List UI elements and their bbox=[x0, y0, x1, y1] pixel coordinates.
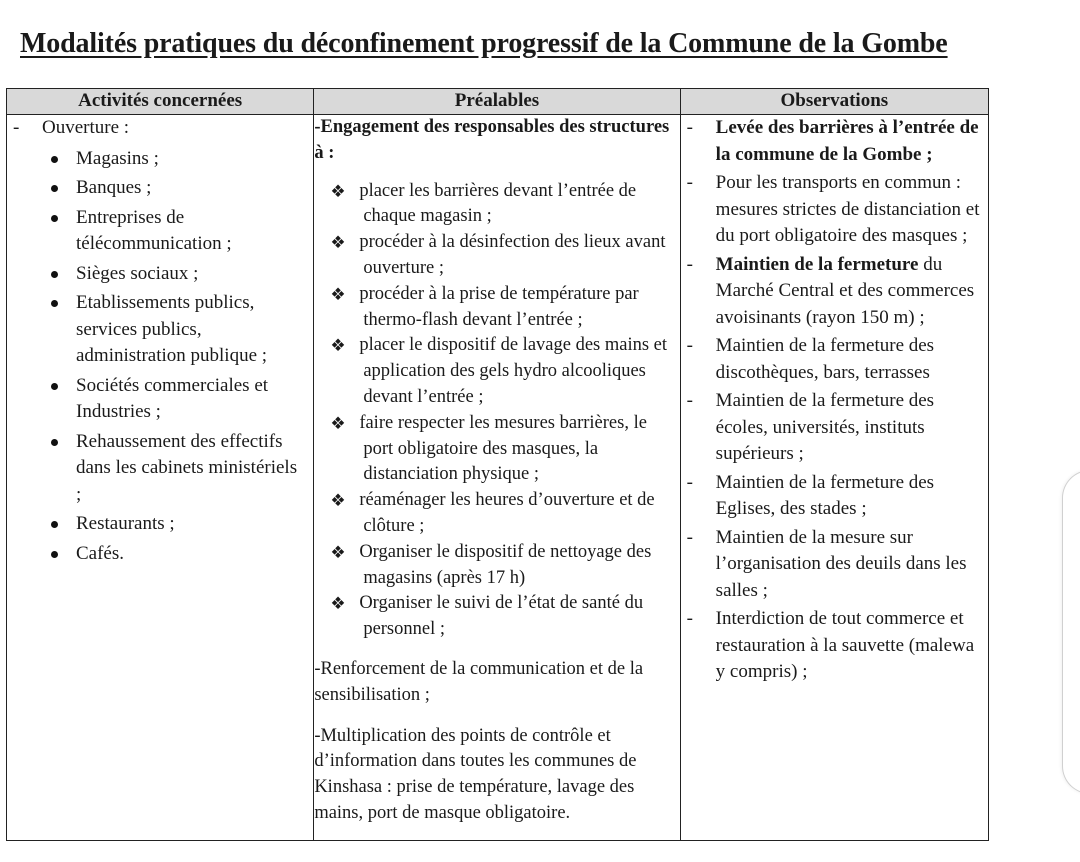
diamond-bullet-icon: ❖ bbox=[330, 413, 346, 433]
diamond-bullet-icon: ❖ bbox=[330, 233, 346, 253]
header-observations: Observations bbox=[680, 89, 988, 115]
dash-marker: - bbox=[686, 526, 693, 548]
activity-label: Magasins ; bbox=[76, 147, 159, 169]
list-item bbox=[314, 333, 679, 410]
bullet-icon bbox=[51, 271, 58, 278]
diamond-bullet-icon: ❖ bbox=[330, 284, 346, 304]
activites-cell bbox=[7, 115, 314, 841]
list-item bbox=[681, 252, 988, 332]
bullet-icon bbox=[51, 300, 58, 307]
list-item bbox=[681, 525, 988, 605]
dash-marker: - bbox=[686, 253, 693, 275]
observation-text: du Marché Central et des commerces avoisinants (rayon 150 m) ; bbox=[715, 253, 975, 328]
activity-label: Sociétés commerciales et Industries ; bbox=[76, 374, 269, 422]
prealable-text: placer les barrières devant l’entrée de chaque magasin ; bbox=[359, 180, 637, 227]
diamond-bullet-icon: ❖ bbox=[330, 594, 346, 614]
list-item bbox=[7, 261, 313, 288]
list-item bbox=[7, 175, 313, 202]
list-item bbox=[314, 591, 679, 643]
observations-list bbox=[681, 115, 988, 686]
dash-marker: - bbox=[13, 117, 20, 138]
observation-text: Maintien de la fermeture des Eglises, des stades ; bbox=[715, 471, 935, 519]
activity-label: Sièges sociaux ; bbox=[76, 262, 199, 284]
observation-text: Maintien de la fermeture des écoles, universités, instituts supérieurs ; bbox=[715, 390, 935, 464]
activites-intro bbox=[7, 115, 313, 142]
header-prealables: Préalables bbox=[314, 89, 680, 115]
table-header-row bbox=[7, 89, 989, 115]
prealable-text: procéder à la prise de température par thermo-flash devant l’entrée ; bbox=[359, 283, 639, 330]
list-item bbox=[7, 290, 313, 370]
activites-intro-text: Ouverture : bbox=[42, 117, 130, 138]
list-item bbox=[7, 511, 313, 538]
list-item bbox=[7, 205, 313, 258]
dash-marker: - bbox=[686, 608, 693, 629]
observations-cell bbox=[680, 115, 988, 841]
observation-text: Interdiction de tout commerce et restauration à la sauvette (malewa y compris) ; bbox=[715, 608, 975, 682]
list-item bbox=[314, 282, 679, 334]
list-item bbox=[314, 488, 679, 540]
prealable-text: procéder à la désinfection des lieux avant ouverture ; bbox=[359, 232, 666, 278]
list-item bbox=[314, 230, 679, 282]
dash-marker: - bbox=[686, 471, 693, 493]
side-panel-edge bbox=[1062, 470, 1080, 794]
communication-paragraph: -Renforcement de la communication et de la sensibilisation ; bbox=[314, 658, 644, 705]
list-item bbox=[7, 373, 313, 426]
dash-marker: - bbox=[686, 117, 693, 138]
list-item bbox=[681, 115, 988, 168]
observation-text: Pour les transports en commun : mesures strictes de distanciation et du port obligatoire des masques ; bbox=[715, 172, 980, 246]
activity-label: Cafés. bbox=[76, 542, 125, 564]
diamond-bullet-icon: ❖ bbox=[330, 491, 346, 511]
list-item bbox=[7, 429, 313, 509]
bullet-icon bbox=[51, 156, 58, 163]
bullet-icon bbox=[51, 185, 58, 192]
prealables-list bbox=[314, 179, 679, 643]
activity-label: Etablissements publics, services publics, administration publique ; bbox=[76, 292, 268, 366]
list-item bbox=[681, 470, 988, 523]
list-item bbox=[314, 540, 679, 592]
observation-bold-text: Maintien de la fermeture bbox=[715, 253, 919, 275]
prealable-text: Organiser le suivi de l’état de santé du personnel ; bbox=[359, 593, 644, 640]
dash-marker: - bbox=[686, 390, 693, 411]
list-item bbox=[314, 179, 679, 231]
bullet-icon bbox=[51, 383, 58, 390]
prealable-text: réaménager les heures d’ouverture et de clôture ; bbox=[359, 490, 655, 536]
bullet-icon bbox=[51, 551, 58, 558]
activity-label: Rehaussement des effectifs dans les cabinets ministériels ; bbox=[76, 430, 298, 505]
bullet-icon bbox=[51, 439, 58, 446]
dash-marker: - bbox=[686, 172, 693, 193]
list-item bbox=[7, 541, 313, 568]
prealables-heading: -Engagement des responsables des structures à : bbox=[314, 117, 670, 163]
list-item bbox=[681, 388, 988, 468]
controle-paragraph: -Multiplication des points de contrôle et d’information dans toutes les communes de Kinshasa : prise de température, lavage des mains, port de masque obligatoire. bbox=[314, 725, 637, 823]
observation-text: Levée des barrières à l’entrée de la commune de la Gombe ; bbox=[715, 117, 979, 165]
bullet-icon bbox=[51, 521, 58, 528]
prealable-text: Organiser le dispositif de nettoyage des magasins (après 17 h) bbox=[359, 541, 652, 588]
activites-list bbox=[7, 146, 313, 568]
table-body-row bbox=[7, 115, 989, 841]
prealable-text: faire respecter les mesures barrières, le port obligatoire des masques, la distanciation physique ; bbox=[359, 412, 647, 485]
observation-text: Maintien de la mesure sur l’organisation des deuils dans les salles ; bbox=[715, 526, 967, 601]
diamond-bullet-icon: ❖ bbox=[330, 336, 346, 356]
observation-text: Maintien de la fermeture des discothèques, bars, terrasses bbox=[715, 335, 935, 383]
activity-label: Entreprises de télécommunication ; bbox=[76, 206, 232, 254]
header-activites: Activités concernées bbox=[7, 89, 314, 115]
dash-marker: - bbox=[686, 335, 693, 356]
list-item bbox=[314, 411, 679, 488]
diamond-bullet-icon: ❖ bbox=[330, 181, 346, 201]
prealables-cell bbox=[314, 115, 680, 841]
diamond-bullet-icon: ❖ bbox=[330, 542, 346, 562]
list-item bbox=[7, 146, 313, 173]
list-item bbox=[681, 170, 988, 250]
prealable-text: placer le dispositif de lavage des mains et application des gels hydro alcooliques devant l’entrée ; bbox=[359, 335, 668, 407]
bullet-icon bbox=[51, 215, 58, 222]
modalites-table bbox=[6, 88, 989, 841]
document-title: Modalités pratiques du déconfinement progressif de la Commune de la Gombe bbox=[20, 28, 948, 59]
list-item bbox=[681, 606, 988, 686]
activity-label: Restaurants ; bbox=[76, 513, 175, 534]
list-item bbox=[681, 333, 988, 386]
activity-label: Banques ; bbox=[76, 177, 152, 198]
